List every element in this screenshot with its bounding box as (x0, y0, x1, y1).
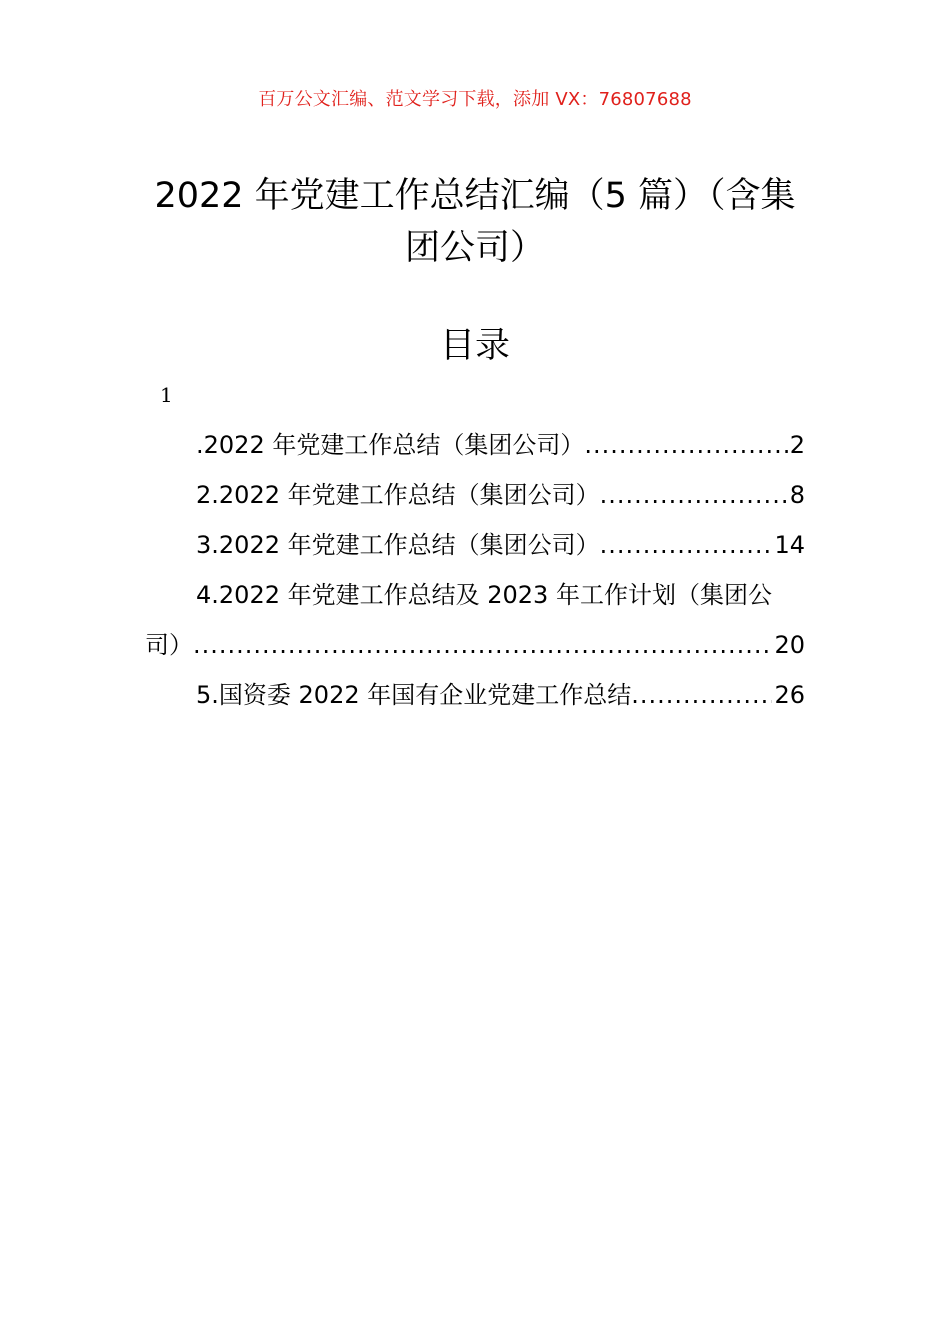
toc-leader-dots (600, 470, 788, 520)
toc-entry-1[interactable] (145, 420, 805, 470)
toc-entry-5[interactable] (145, 670, 805, 720)
toc-entry-title: 3.2022 年党建工作总结（集团公司） (196, 531, 600, 559)
toc-leader-dots (193, 620, 772, 670)
document-title-line-1: 2022 年党建工作总结汇编（5 篇）（含集 (154, 176, 796, 216)
toc-heading: 目录 (439, 326, 510, 366)
download-notice: 百万公文汇编、范文学习下载，添加 VX：76807688 (258, 89, 692, 110)
toc-entry-page: 2 (789, 431, 805, 459)
document-title (140, 170, 810, 274)
toc-entry-page: 14 (774, 531, 805, 559)
table-of-contents (145, 420, 805, 720)
toc-entry-title: 2.2022 年党建工作总结（集团公司） (196, 481, 600, 509)
toc-entry-title: 5.国资委 2022 年国有企业党建工作总结 (196, 681, 632, 709)
toc-entry-4-line-2[interactable] (145, 620, 805, 670)
toc-entry-page: 26 (774, 681, 805, 709)
toc-entry-page: 8 (789, 481, 805, 509)
toc-entry-3[interactable] (145, 520, 805, 570)
toc-entry-page: 20 (774, 631, 805, 659)
toc-entry-4-line-1[interactable] (145, 570, 805, 620)
toc-leader-dots (600, 520, 773, 570)
toc-entry-2[interactable] (145, 470, 805, 520)
toc-entry-title: .2022 年党建工作总结（集团公司） (196, 431, 585, 459)
toc-entry-title-continued: 司） (145, 631, 193, 659)
toc-entry-title: 4.2022 年党建工作总结及 2023 年工作计划（集团公 (196, 581, 772, 609)
toc-leader-dots (584, 420, 787, 470)
toc-leader-dots (631, 670, 772, 720)
document-title-line-2: 团公司） (404, 228, 545, 268)
list-number: 1 (160, 383, 173, 407)
